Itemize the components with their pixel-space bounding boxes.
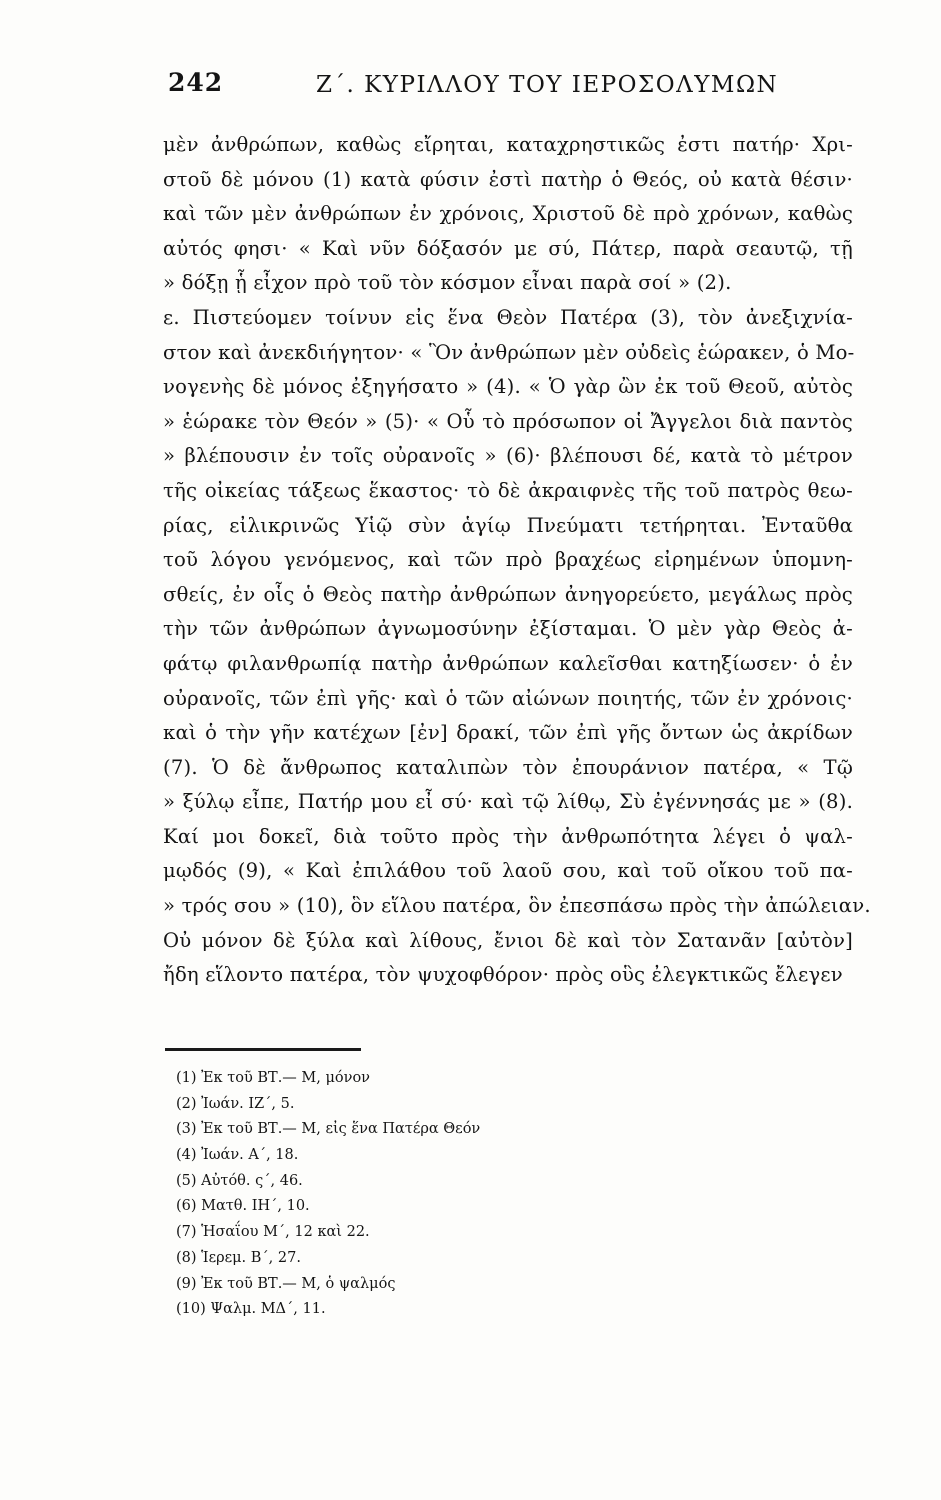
text-line: ε. Πιστεύομεν τοίνυν εἰς ἕνα Θεὸν Πατέρα (3), τὸν ἀνεξιχνία- [163,305,853,329]
text-line: μὲν ἀνθρώπων, καθὼς εἴρηται, καταχρηστικῶς ἐστι πατήρ· Χρι- [163,133,853,156]
footnote: (10) Ψαλμ. ΜΔ΄, 11. [176,1301,326,1318]
text-line: στοῦ δὲ μόνου (1) κατὰ φύσιν ἐστὶ πατὴρ ὁ Θεός, οὐ κατὰ θέσιν· [163,167,853,191]
text-line: φάτῳ φιλανθρωπίᾳ πατὴρ ἀνθρώπων καλεῖσθαι κατηξίωσεν· ὁ ἐν [163,651,853,675]
text-line: στον καὶ ἀνεκδιήγητον· « Ὃν ἀνθρώπων μὲν οὐδεὶς ἑώρακεν, ὁ Μο- [163,340,855,364]
footnote: (7) Ἡσαΐου Μ΄, 12 καὶ 22. [176,1224,370,1241]
text-line: καὶ τῶν μὲν ἀνθρώπων ἐν χρόνοις, Χριστοῦ δὲ πρὸ χρόνων, καθὼς [163,202,853,226]
text-line: » δόξῃ ᾗ εἶχον πρὸ τοῦ τὸν κόσμον εἶναι παρὰ σοί » (2). [163,271,732,295]
text-line: (7). Ὁ δὲ ἄνθρωπος καταλιπὼν τὸν ἐπουράνιον πατέρα, « Τῷ [163,755,853,779]
running-title: Ζ΄. ΚΥΡΙΛΛΟΥ ΤΟΥ ΙΕΡΟΣΟΛΥΜΩΝ [316,72,779,98]
footnote: (5) Αὐτόθ. ς΄, 46. [176,1172,303,1189]
text-line: Οὐ μόνον δὲ ξύλα καὶ λίθους, ἔνιοι δὲ καὶ τὸν Σατανᾶν [αὐτὸν] [163,928,853,952]
text-line: Καί μοι δοκεῖ, διὰ τοῦτο πρὸς τὴν ἀνθρωπότητα λέγει ὁ ψαλ- [163,824,853,848]
footnote-separator [165,1048,361,1051]
footnotes [176,1066,776,1323]
footnote: (2) Ἰωάν. ΙΖ΄, 5. [176,1095,295,1112]
text-line: ρίας, εἰλικρινῶς Υἱῷ σὺν ἁγίῳ Πνεύματι τετήρηται. Ἐνταῦθα [163,513,853,537]
text-line: νογενὴς δὲ μόνος ἐξηγήσατο » (4). « Ὁ γὰρ ὢν ἐκ τοῦ Θεοῦ, αὐτὸς [163,375,853,399]
footnote: (8) Ἱερεμ. Β΄, 27. [176,1249,301,1266]
text-line: τὴν τῶν ἀνθρώπων ἀγνωμοσύνην ἐξίσταμαι. Ὁ μὲν γὰρ Θεὸς ἀ- [163,617,853,641]
text-line: μῳδός (9), « Καὶ ἐπιλάθου τοῦ λαοῦ σου, καὶ τοῦ οἴκου τοῦ πα- [163,859,853,883]
text-line: σθείς, ἐν οἷς ὁ Θεὸς πατὴρ ἀνθρώπων ἀνηγορεύετο, μεγάλως πρὸς [163,582,853,606]
footnote: (1) Ἐκ τοῦ ΒΤ.— Μ, μόνον [176,1070,370,1086]
footnote: (9) Ἐκ τοῦ ΒΤ.— Μ, ὁ ψαλμός [176,1275,396,1292]
footnote: (3) Ἐκ τοῦ ΒΤ.— Μ, εἰς ἕνα Πατέρα Θεόν [176,1121,481,1138]
text-line: καὶ ὁ τὴν γῆν κατέχων [ἐν] δρακί, τῶν ἐπὶ γῆς ὄντων ὡς ἀκρίδων [163,721,853,745]
text-line: » τρός σου » (10), ὃν εἵλου πατέρα, ὃν ἐπεσπάσω πρὸς τὴν ἀπώλειαν. [163,894,871,918]
body-text [163,128,871,993]
text-line: οὐρανοῖς, τῶν ἐπὶ γῆς· καὶ ὁ τῶν αἰώνων ποιητής, τῶν ἐν χρόνοις· [163,686,853,710]
text-line: τῆς οἰκείας τάξεως ἕκαστος· τὸ δὲ ἀκραιφνὲς τῆς τοῦ πατρὸς θεω- [163,478,853,502]
footnote: (4) Ἰωάν. Α΄, 18. [176,1147,299,1164]
text-line: » βλέπουσιν ἐν τοῖς οὐρανοῖς » (6)· βλέπουσι δέ, κατὰ τὸ μέτρον [163,444,853,468]
footnote: (6) Ματθ. ΙΗ΄, 10. [176,1198,310,1215]
page-number: 242 [168,68,224,97]
text-line: αὐτός φησι· « Καὶ νῦν δόξασόν με σύ, Πάτερ, παρὰ σεαυτῷ, τῇ [163,236,853,260]
text-line: τοῦ λόγου γενόμενος, καὶ τῶν πρὸ βραχέως εἰρημένων ὑπομνη- [163,548,853,572]
text-line: ἤδη εἵλοντο πατέρα, τὸν ψυχοφθόρον· πρὸς οὓς ἐλεγκτικῶς ἔλεγεν [163,963,843,987]
text-line: » ξύλῳ εἶπε, Πατήρ μου εἶ σύ· καὶ τῷ λίθῳ, Σὺ ἐγέννησάς με » (8). [163,790,853,814]
text-line: » ἑώρακε τὸν Θεόν » (5)· « Οὗ τὸ πρόσωπον οἱ Ἄγγελοι διὰ παντὸς [163,409,853,433]
